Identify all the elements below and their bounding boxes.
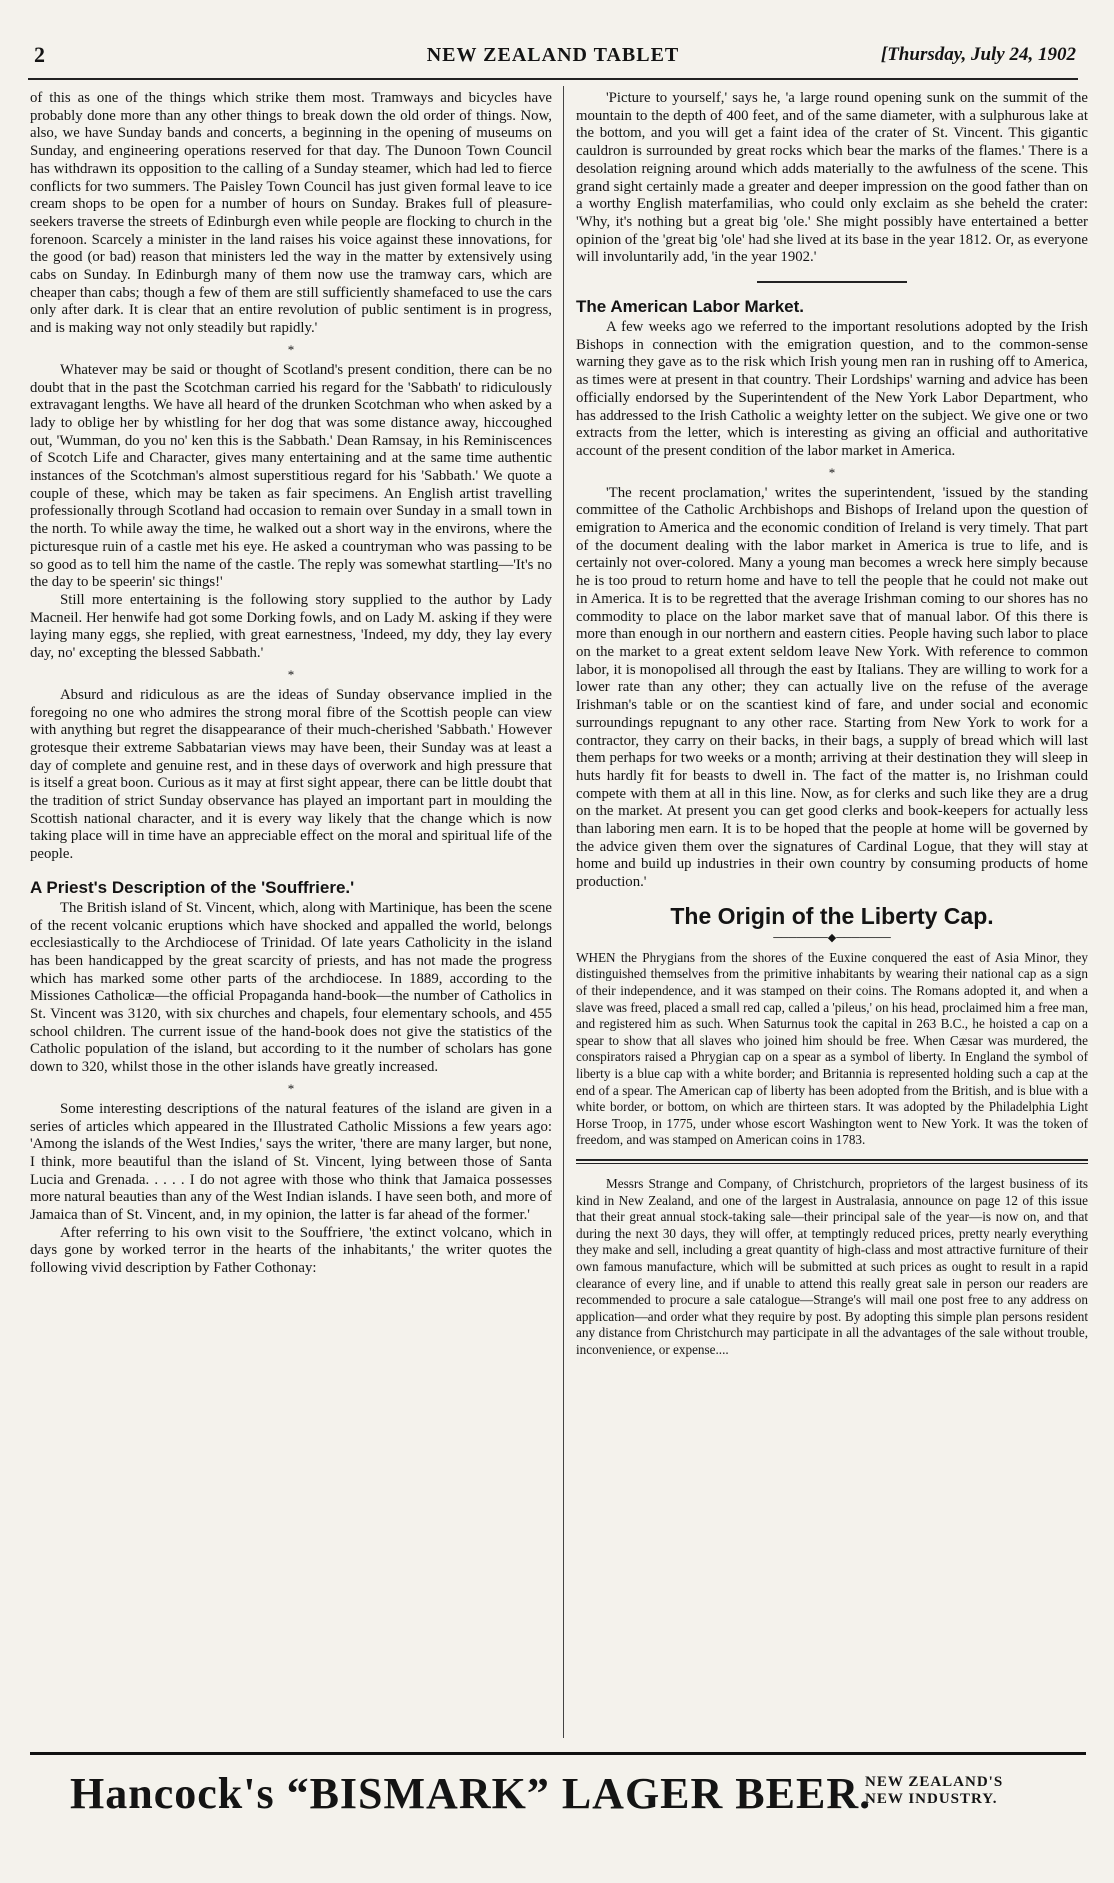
feature-heading: The Origin of the Liberty Cap. — [670, 902, 994, 929]
article-heading: The American Labor Market. — [576, 297, 804, 317]
section-star: * — [828, 464, 836, 480]
left-column — [30, 90, 552, 1740]
column-divider — [563, 86, 564, 1738]
paper-title: NEW ZEALAND TABLET — [426, 44, 680, 66]
article-paragraph: Some interesting descriptions of the natural features of the island are given in a series of articles which appeared in the Illustrated Catholic Missions a few years ago: 'Among the islands of the West Indies,' says the writer, 'there are many larger, but none, I think, more beautiful than the island of St. Vincent, lying between those of Santa Lucia and Grenada. . . . . I do not agree with those who think that Jamaica possesses more natural beauties than any of the West Indian islands. I have seen both, and more of Jamaica than of St. Vincent, and, in my opinion, the latter is far ahead of the former.' — [30, 1100, 552, 1224]
section-rule — [757, 281, 907, 283]
ornament-divider: ───────◆─────── — [773, 931, 891, 944]
page-number: 2 — [34, 42, 45, 67]
article-paragraph: Absurd and ridiculous as are the ideas of Sunday observance implied in the foregoing no one who admires the strong moral fibre of the Scottish people can view with anything but regret the disappearance of their much-cherished 'Sabbath.' However grotesque their extreme Sabbatarian views may have been, their Sunday was at least a day of complete and genuine rest, and in these days of overwork and high pressure that is itself a great boon. Curious as it may at first sight appear, there can be little doubt that the tradition of strict Sunday observance has played an important part in moulding the Scottish national character, and it is every way likely that the change which is now taking place will in time have an appreciable effect on the moral and spiritual life of the people. — [30, 686, 552, 863]
article-paragraph: Still more entertaining is the following story supplied to the author by Lady Macneil. Her henwife had got some Dorking fowls, and on Lady M. asking if they were laying many eggs, she replied, with great earnestness, 'Indeed, my ddy, they lay every day, no' excepting the blessed Sabbath.' — [30, 591, 552, 662]
section-star: * — [287, 666, 295, 682]
advertisement-banner — [30, 1768, 1086, 1828]
advert-tagline-line: NEW ZEALAND'S — [865, 1774, 1004, 1790]
advert-brand: Hancock's “BISMARK” LAGER BEER. — [70, 1769, 872, 1818]
article-paragraph: Whatever may be said or thought of Scotland's present condition, there can be no doubt that in the past the Scotchman carried his regard for the 'Sabbath' to ridiculously extravagant lengths. We have all heard of the drunken Scotchman who when asked by a lady to oblige her by whistling for her dog that was some distance away, hiccoughed out, 'Wumman, do you no' ken this is the Sabbath.' Dean Ramsay, in his Reminiscences of Scotch Life and Character, gives many entertaining and at the same time authentic instances of the Scotchman's almost superstitious regard for his 'Sabbath.' We quote a couple of these, which may be taken as fair specimens. An English artist travelling professionally through Scotland had occasion to remain over Sunday in a small town in the north. To while away the time, he walked out a short way in the environs, where the picturesque ruin of a castle met his eye. He asked a countryman who was passing to be so good as to tell him the name of the castle. The reply was somewhat startling—'It's no the day to be speerin' sic things!' — [30, 361, 552, 591]
article-paragraph: 'The recent proclamation,' writes the superintendent, 'issued by the standing committee of the Catholic Archbishops and Bishops of Ireland upon the question of emigration to America and the economic condition of Ireland is very timely. That part of the document dealing with the labor market in America is true to life, and is certainly not over-colored. Many a young man becomes a wreck here simply because he is too proud to return home and have to tell the people that he could not make out in America. It is to be regretted that the average Irishman coming to our shores has no commodity to place on the labor market save that of manual labor. Of this there is more than enough in our northern and eastern cities. People having such labor to place on the market to a great extent seldom leave New York. With reference to common labor, it is monopolised all through the east by Italians. They are willing to work for a lower rate than any other; they can actually live on the refuse of the average Irishman's table or on the scantiest kind of fare, and under social and economic surroundings repugnant to any other race. Starting from New York to work for a contractor, they carry on their backs, in their bags, a supply of bread which will last them perhaps for two weeks or a month; arriving at their destination they will sleep in huts hardly fit for beasts to dwell in. The fact of the matter is, no Irishman could compete with them at all in this line. Now, as for clerks and such like they are a drug on the market. At present you can get good clerks and book-keepers for actually less than laboring men earn. It is to be hoped that the people at home will be governed by the advice given them over the signatures of Cardinal Logue, that they will stay at home and build up industries in their own country by consuming products of home production.' — [576, 484, 1088, 891]
article-paragraph: 'Picture to yourself,' says he, 'a large round opening sunk on the summit of the mountain to the depth of 400 feet, and of the same diameter, with a sulphurous lake at the bottom, and you will get a faint idea of the crater of St. Vincent. This gigantic cauldron is surrounded by great rocks which bear the marks of the flames.' There is a desolation reigning around which adds materially to the awfulness of the scene. This grand sight certainly made a greater and deeper impression on the good father than on a worthy English materfamilias, who could only exclaim as she beheld the crater: 'Why, it's nothing but a great big 'ole.' She might possibly have entertained a better opinion of the 'great big 'ole' had she lived at its base in the year 1812. Or, as everyone will involuntarily add, 'in the year 1902.' — [576, 90, 1088, 266]
advert-tagline-line: NEW INDUSTRY. — [865, 1791, 998, 1807]
footer-rule — [30, 1752, 1086, 1755]
article-heading: A Priest's Description of the 'Souffriere.' — [30, 877, 355, 897]
article-paragraph: After referring to his own visit to the Souffriere, 'the extinct volcano, which in days gone by worked terror in the hearts of the inhabitants,' the writer quotes the following vivid description by Father Cothonay: — [30, 1224, 552, 1277]
section-star: * — [287, 1080, 295, 1096]
article-paragraph: A few weeks ago we referred to the important resolutions adopted by the Irish Bishops in connection with the emigration question, and to the common-sense warning they gave as to the risk which Irish young men ran in rushing off to America, as times were at present in that country. Their Lordships' warning and advice has been officially endorsed by the Superintendent of the New York Labor Department, who has addressed to the Irish Catholic a weighty letter on the subject. We give one or two extracts from the letter, which is interesting as giving an official and authoritative account of the present condition of the labor market in America. — [576, 319, 1088, 459]
right-column — [576, 90, 1088, 1740]
advert-tagline — [865, 1774, 1003, 1808]
article-paragraph: of this as one of the things which strike them most. Tramways and bicycles have probably done more than any other things to break down the old order of things. Now, also, we have Sunday bands and concerts, a beginning in the opening of museums on Sunday, and engineering operations reserved for that day. The Dunoon Town Council has withdrawn its opposition to the calling of a Sunday steamer, which had led to fierce conflicts for two summers. The Paisley Town Council has just given formal leave to ice cream shops to be open for a number of hours on Sunday. Brakes full of pleasure-seekers traverse the streets of Edinburgh even while people are flocking to church in the forenoon. Scarcely a minister in the land raises his voice against these innovations, for the good (or bad) reason that ministers led the way in the matter by extensively using cabs on Sunday. In Edinburgh many of them now use the tramway cars, which are cheaper than cabs; though a few of them are still sufficiently shamefaced to use the cars only after dark. It is clear that an entire revolution of public sentiment is in progress, and is making way not only steadily but rapidly.' — [30, 90, 552, 337]
article-paragraph: WHEN the Phrygians from the shores of the Euxine conquered the east of Asia Minor, they distinguished themselves from the primitive inhabitants by wearing their national cap as a sign of their independence, and it was stamped on their coins. The Romans adopted it, and when a slave was freed, placed a small red cap, called a 'pileus,' on his head, proclaimed him a free man, and registered him as such. When Saturnus took the capital in 263 B.C., he hoisted a cap on a spear to show that all slaves who joined him should be free. When Cæsar was murdered, the conspirators raised a Phrygian cap on a spear as a symbol of liberty. In England the symbol of liberty is a blue cap with a white border; and Britannia is represented holding such a cap at the end of a spear. The American cap of liberty has been adopted from the British, and is blue with a white border, or bottom, on which are thirteen stars. It was adopted by the Philadelphia Light Horse Troop, in 1775, under whose escort Washington went to New York. It was the token of freedom, and was stamped on American coins in 1783. — [576, 949, 1088, 1148]
article-paragraph: The British island of St. Vincent, which, along with Martinique, has been the scene of the recent volcanic eruptions which have shocked and appalled the world, belongs ecclesiastically to the Archdiocese of Trinidad. Of late years Catholicity in the island has been handicapped by the great scarcity of priests, and has not made the progress which has marked some other parts of the archdiocese. In 1889, according to the Missiones Catholicæ—the official Propaganda hand-book—the number of Catholics in St. Vincent was 3120, with six churches and chapels, four elementary schools, and 455 school children. The current issue of the hand-book does not give the statistics of the Catholic population of the island, but according to it the number of scholars has gone down to 320, whilst those in the other islands have greatly increased. — [30, 899, 552, 1076]
masthead — [28, 40, 1078, 80]
section-rule — [576, 1159, 1088, 1161]
article-paragraph: Messrs Strange and Company, of Christchurch, proprietors of the largest business of its kind in New Zealand, and one of the largest in Australasia, announce on page 12 of this issue that their great annual stock-taking sale—their principal sale of the year—is now on, and that during the next 30 days, they will offer, at temptingly reduced prices, pretty nearly everything they make and sell, including a great quantity of high-class and most attractive furniture of their own famous manufacture, which will be submitted at such prices as ought to result in a rapid clearance of every line, and if unable to attend this really great sale in person our readers are recommended to procure a sale catalogue—Strange's will mail one post free to any address on application—and order what they require by post. By adopting this simple plan persons resident any distance from Christchurch may participate in all the advantages of the sale without trouble, inconvenience, or expense.... — [576, 1175, 1088, 1357]
section-star: * — [287, 341, 295, 357]
section-rule — [576, 1163, 1088, 1164]
issue-date: [Thursday, July 24, 1902 — [880, 44, 1076, 65]
